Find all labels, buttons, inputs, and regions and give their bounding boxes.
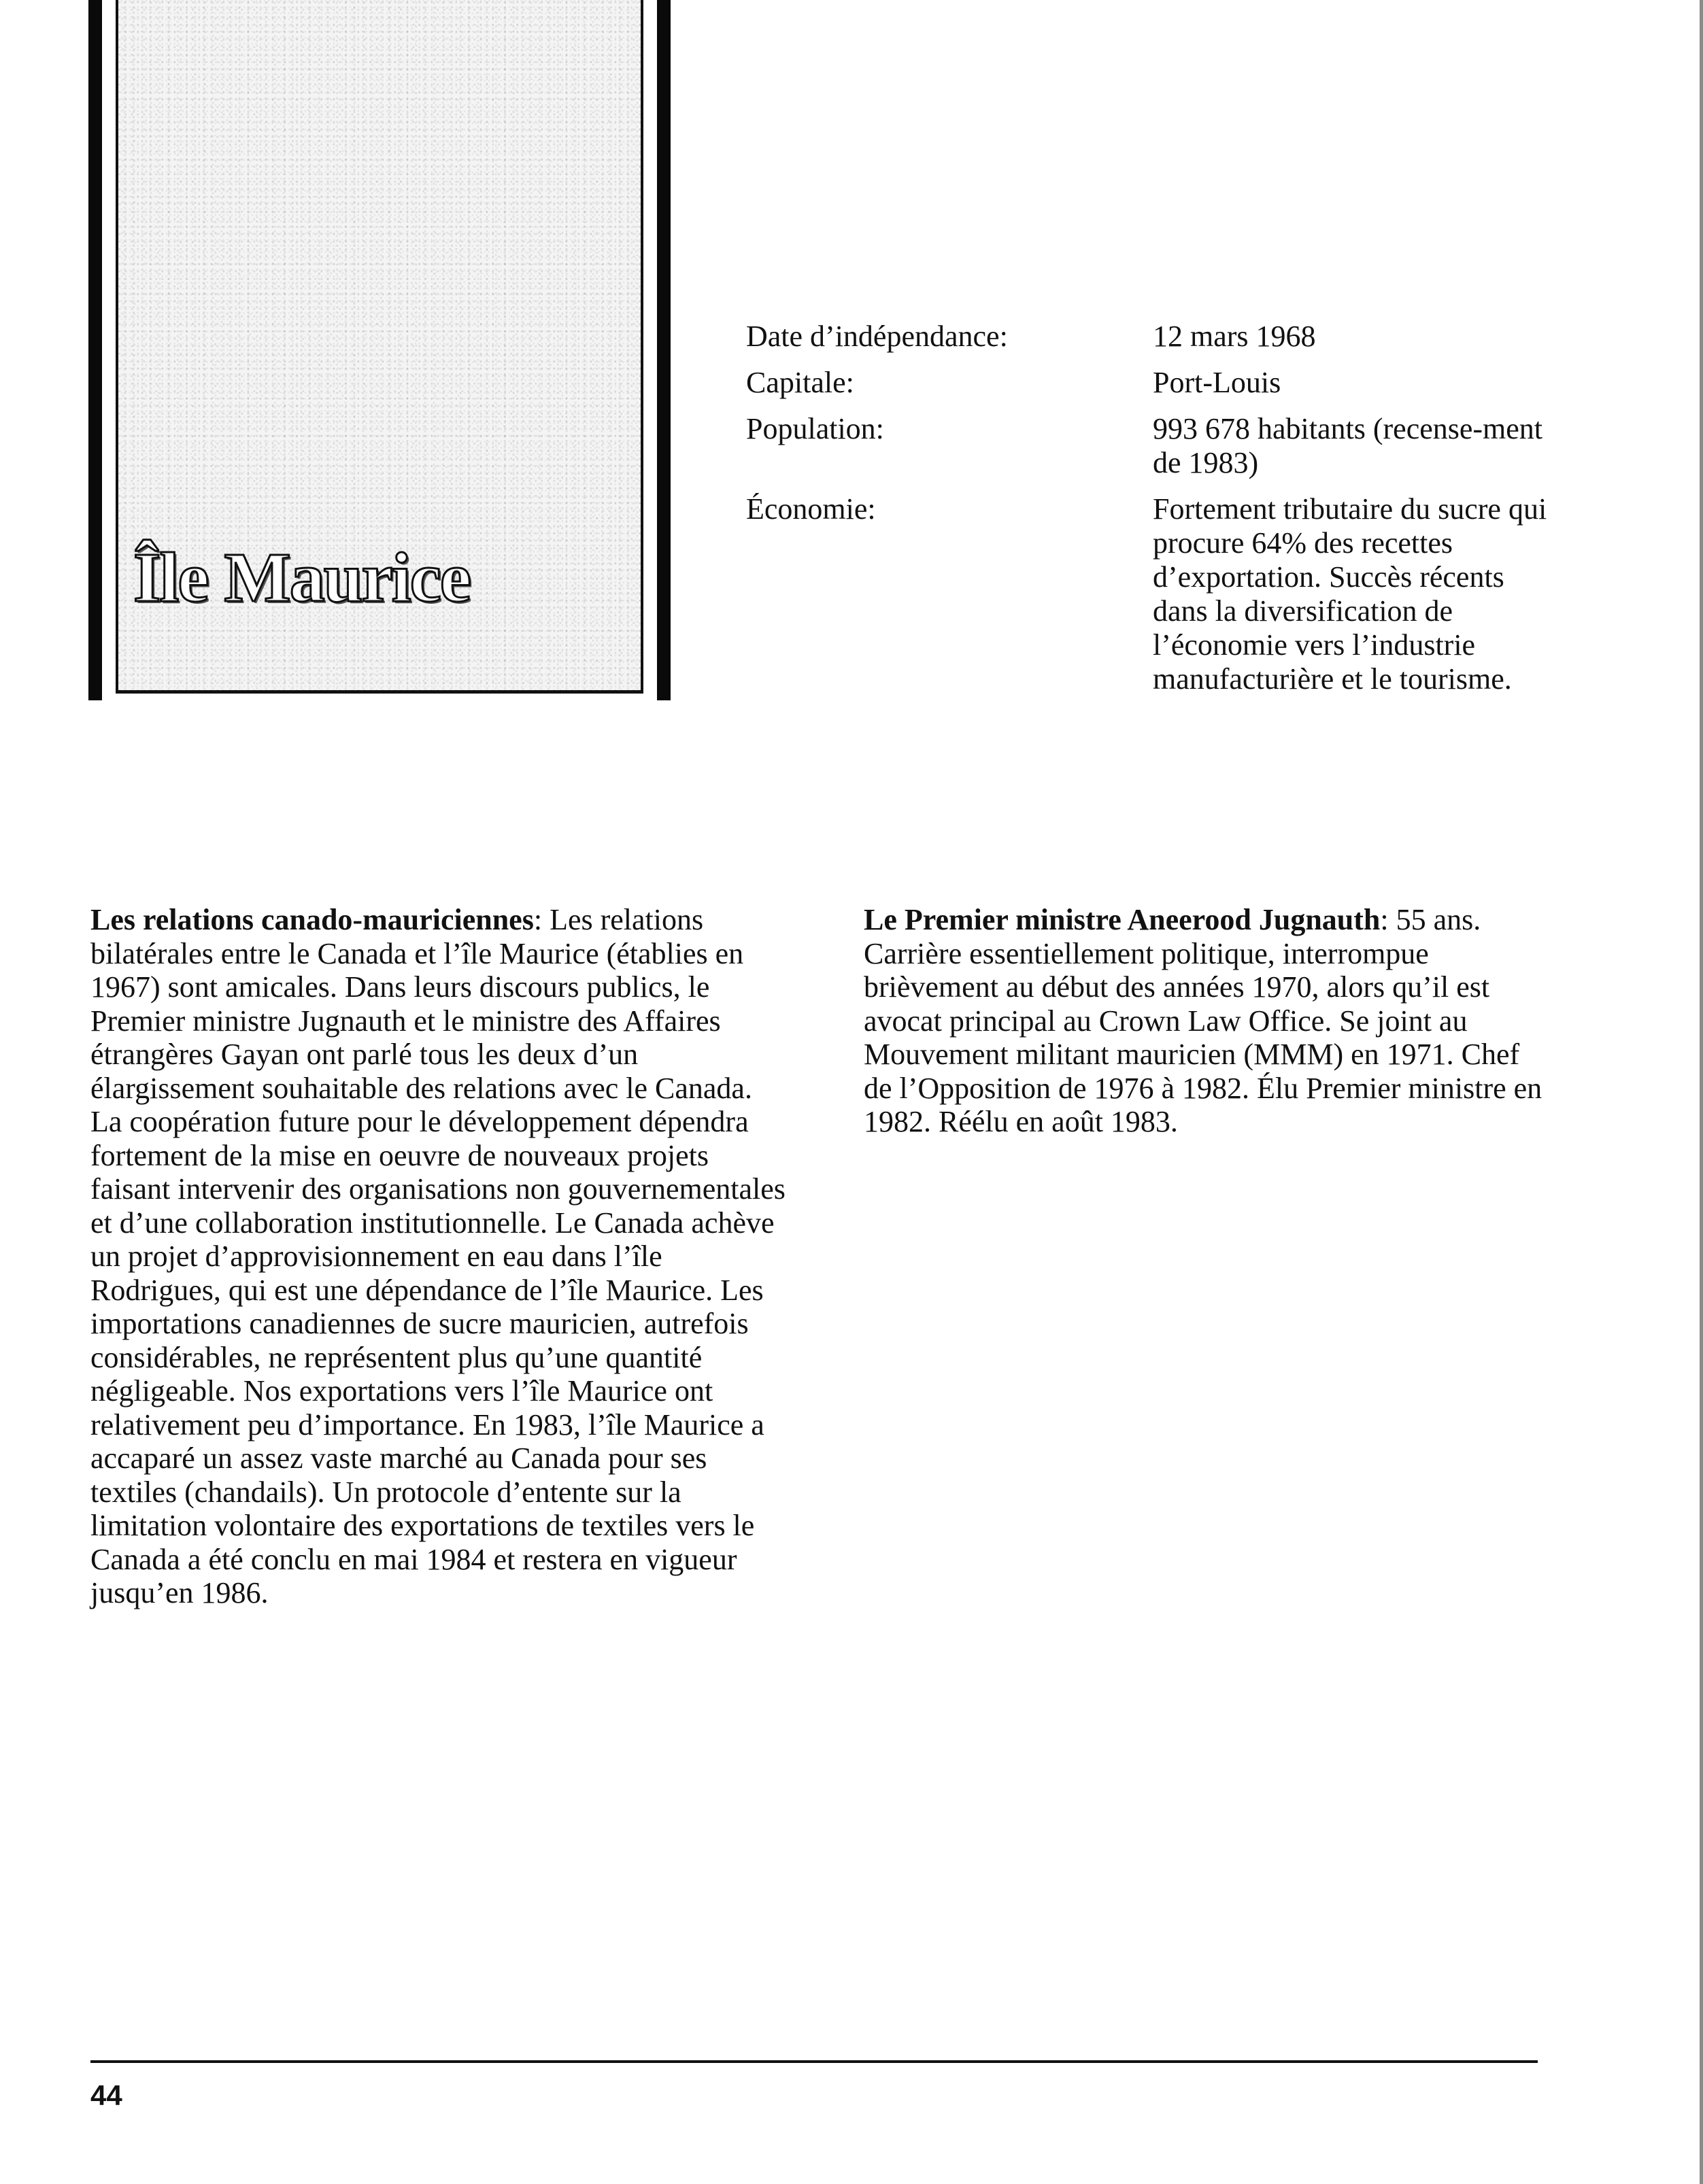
relations-paragraph: [90, 903, 788, 1610]
prime-minister-body: : 55 ans. Carrière essentiellement politique, interrompue brièvement au début des années 1970, alors qu’il est avocat principal au Crown Law Office. Se joint au Mouvement militant mauricien (MMM) en 1971. Chef de l’Opposition de 1976 à 1982. Élu Premier ministre en 1982. Réélu en août 1983.: [864, 903, 1542, 1138]
fact-value: Port-Louis: [1153, 366, 1281, 399]
fact-row-independence: [746, 320, 1562, 354]
country-facts: [746, 320, 1562, 709]
fact-row-population: [746, 412, 1562, 480]
prime-minister-heading: Le Premier ministre Aneerood Jugnauth: [864, 903, 1381, 936]
relations-heading: Les relations canado-mauriciennes: [90, 903, 534, 936]
scan-edge: [1700, 0, 1703, 2184]
page-title: Île Maurice: [133, 539, 470, 617]
relations-body: : Les relations bilatérales entre le Canada et l’île Maurice (établies en 1967) sont amicales. Dans leurs discours publics, le Premier ministre Jugnauth et le ministre des Affaires étrangères Gayan ont parlé tous les deux d’un élargissement souhaitable des relations avec le Canada. La coopération future pour le développement dépendra fortement de la mise en oeuvre de nouveaux projets faisant intervenir des organisations non gouvernementales et d’une collaboration institutionnelle. Le Canada achève un projet d’approvisionnement en eau dans l’île Rodrigues, qui est une dépendance de l’île Maurice. Les importations canadiennes de sucre mauricien, autrefois considérables, ne représentent plus qu’une quantité négligeable. Nos exportations vers l’île Maurice ont relativement peu d’importance. En 1983, l’île Maurice a accaparé un assez vaste marché au Canada pour ses textiles (chandails). Un protocole d’entente sur la limitation volontaire des exportations de textiles vers le Canada a été conclu en mai 1984 et restera en vigueur jusqu’en 1986.: [90, 903, 786, 1609]
fact-value: Fortement tributaire du sucre qui procure 64% des recettes d’exportation. Succès récents dans la diversification de l’économie vers l’industrie manufacturière et le tourisme.: [1153, 492, 1547, 696]
plate-left-bar: [88, 0, 102, 700]
fact-label: Capitale:: [746, 366, 854, 399]
title-plate: [88, 0, 671, 700]
prime-minister-paragraph: [864, 903, 1551, 1139]
fact-value: 993 678 habitants (recense-ment de 1983): [1153, 412, 1543, 479]
fact-value: 12 mars 1968: [1153, 320, 1316, 353]
fact-label: Économie:: [746, 492, 876, 526]
fact-label: Population:: [746, 412, 884, 445]
fact-row-economy: [746, 492, 1562, 696]
relations-section: [90, 903, 788, 1610]
fact-label: Date d’indépendance:: [746, 320, 1008, 353]
footer-rule: [90, 2060, 1538, 2063]
page-number: 44: [90, 2079, 122, 2111]
prime-minister-section: [864, 903, 1551, 1139]
plate-right-bar: [657, 0, 671, 700]
fact-row-capital: [746, 366, 1562, 400]
plate-frame: [116, 0, 643, 694]
